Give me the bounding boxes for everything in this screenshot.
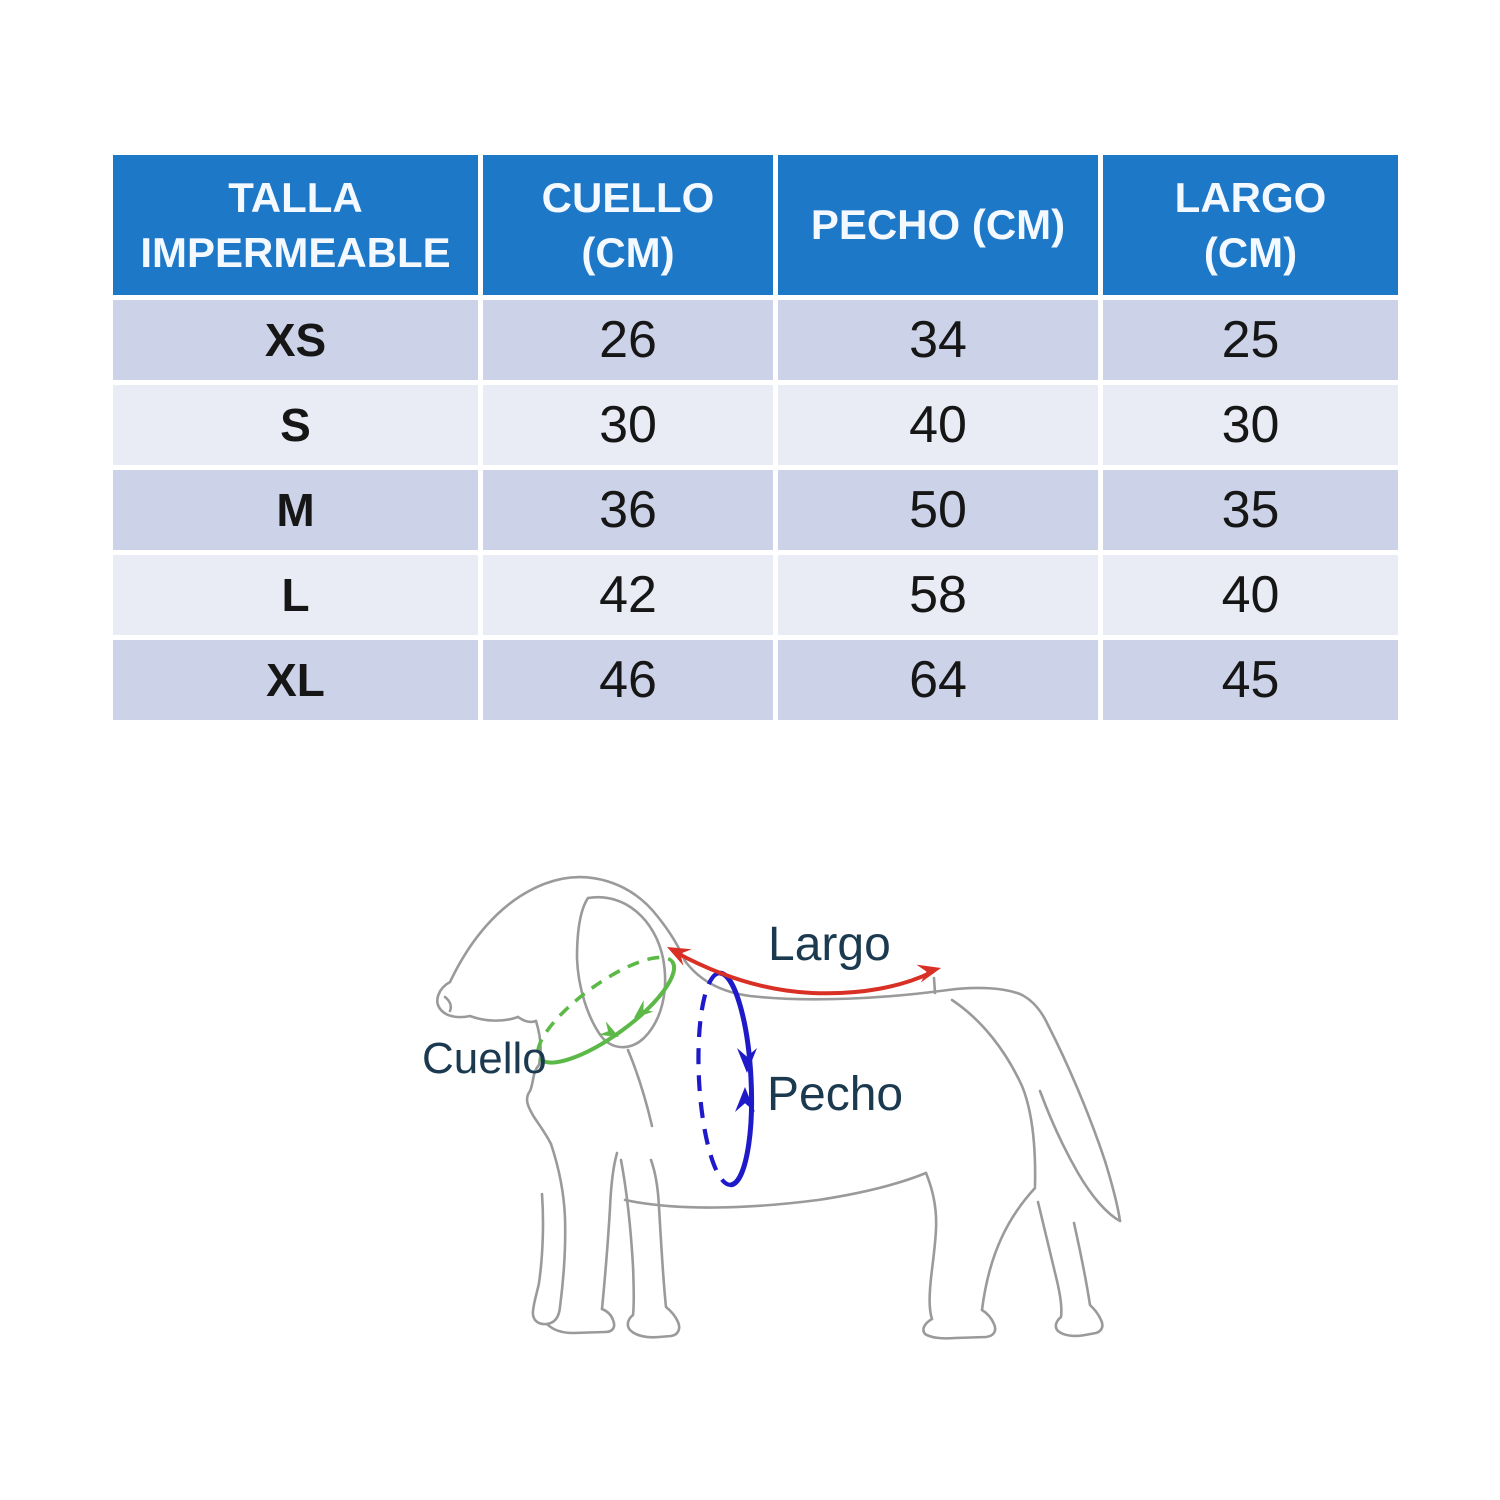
cell-cuello-m: 36	[483, 470, 773, 550]
table-row-xs	[113, 300, 1398, 380]
header-pecho	[778, 155, 1098, 295]
cuello-label: Cuello	[422, 1034, 547, 1083]
cell-largo-xs: 25	[1103, 300, 1398, 380]
cell-largo-xl: 45	[1103, 640, 1398, 720]
cell-size-xs: XS	[113, 300, 478, 380]
pecho-label: Pecho	[767, 1068, 904, 1121]
cell-size-s: S	[113, 385, 478, 465]
header-cuello-line2: (CM)	[581, 229, 675, 276]
cell-cuello-xl: 46	[483, 640, 773, 720]
cell-pecho-l: 58	[778, 555, 1098, 635]
header-talla-impermeable	[113, 155, 478, 295]
cell-pecho-xs: 34	[778, 300, 1098, 380]
dog-measurement-diagram	[420, 860, 1140, 1360]
header-cuello	[483, 155, 773, 295]
size-table	[108, 150, 1403, 725]
cell-size-xl: XL	[113, 640, 478, 720]
cell-largo-l: 40	[1103, 555, 1398, 635]
header-talla-line1: TALLA	[228, 173, 363, 221]
header-talla-line2: IMPERMEABLE	[140, 229, 451, 276]
header-pecho-line1: PECHO (CM)	[810, 201, 1066, 249]
table-row-xl	[113, 640, 1398, 720]
cell-cuello-s: 30	[483, 385, 773, 465]
header-largo-line1: LARGO	[1174, 173, 1327, 221]
table-row-s	[113, 385, 1398, 465]
cell-size-l: L	[113, 555, 478, 635]
header-cuello-line1: CUELLO	[541, 173, 715, 221]
cell-largo-s: 30	[1103, 385, 1398, 465]
cell-cuello-l: 42	[483, 555, 773, 635]
header-largo-line2: (CM)	[1203, 229, 1298, 276]
pecho-measure-ellipse	[693, 972, 757, 1186]
cell-pecho-s: 40	[778, 385, 1098, 465]
table-header-row	[113, 155, 1398, 295]
table-row-l	[113, 555, 1398, 635]
header-largo	[1103, 155, 1398, 295]
cell-largo-m: 35	[1103, 470, 1398, 550]
cell-pecho-m: 50	[778, 470, 1098, 550]
cell-size-m: M	[113, 470, 478, 550]
table-row-m	[113, 470, 1398, 550]
cell-pecho-xl: 64	[778, 640, 1098, 720]
cell-cuello-xs: 26	[483, 300, 773, 380]
largo-label: Largo	[768, 918, 891, 971]
